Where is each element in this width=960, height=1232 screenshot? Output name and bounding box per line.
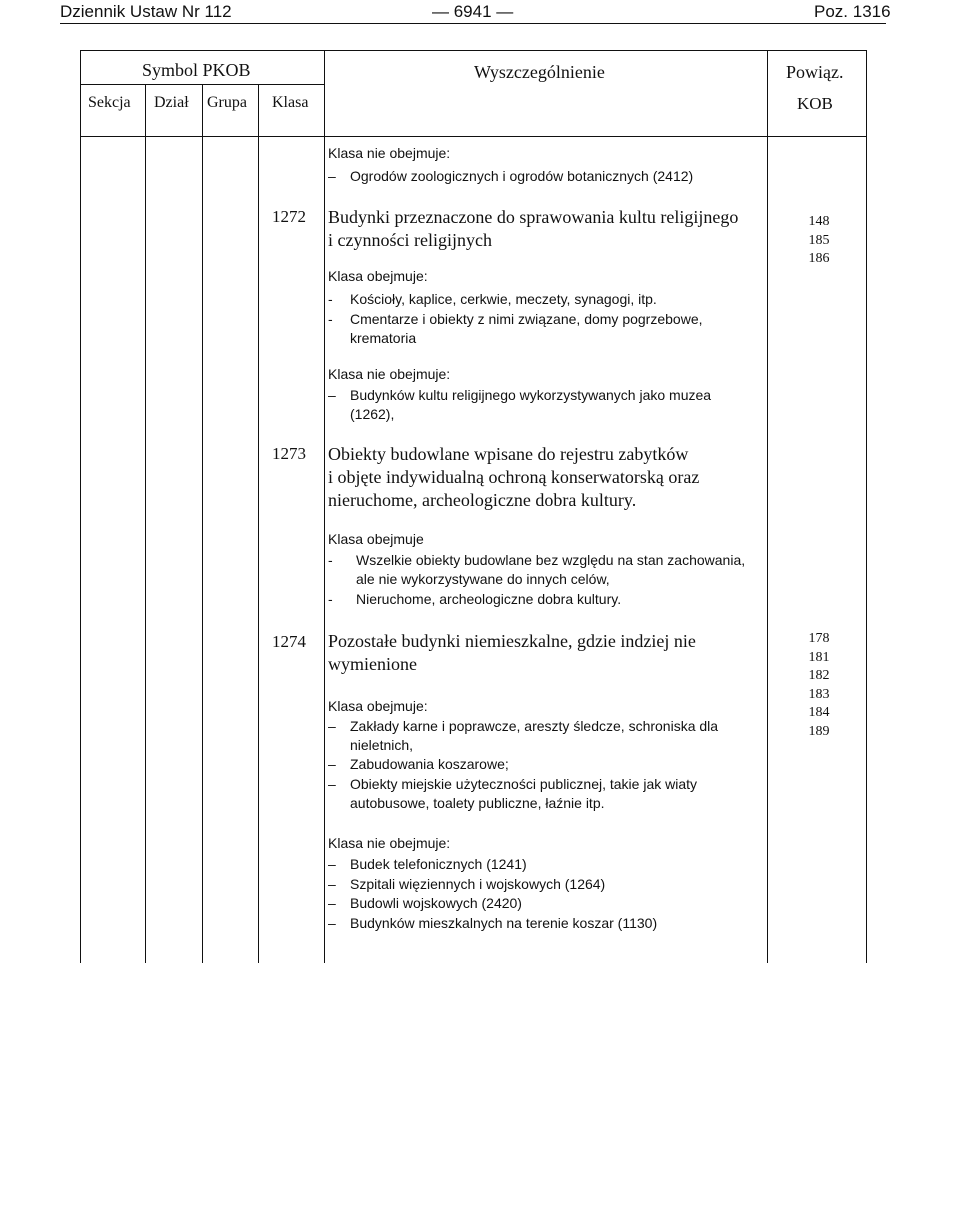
list-dash: – [328, 387, 336, 403]
kob-code: 184 [808, 705, 830, 720]
list-dash: – [328, 856, 336, 872]
header-bottom-border [80, 136, 866, 137]
klasa-code-1274: 1274 [272, 632, 306, 651]
klasa-code-1273: 1273 [272, 444, 306, 463]
list-item [328, 551, 745, 589]
kob-codes-1274 [800, 630, 838, 741]
list-item-text: Budynków mieszkalnych na terenie koszar (1130) [350, 915, 658, 931]
kob-code: 148 [808, 214, 830, 229]
kob-code: 189 [808, 723, 830, 739]
list-item-text: Budek telefonicznych (1241) [350, 856, 527, 872]
list-dash: - [328, 552, 333, 568]
list-dash: – [328, 776, 336, 792]
list-dash: – [328, 895, 336, 911]
kob-code: 182 [808, 668, 830, 683]
title-1273 [328, 443, 699, 512]
header-kob: KOB [797, 94, 833, 113]
kob-code: 183 [808, 686, 830, 702]
list-item [328, 914, 657, 933]
carryover-item [328, 167, 693, 186]
list-item-text: Wszelkie obiekty budowlane bez względu na stan zachowania, [356, 552, 746, 568]
nie-obejmuje-heading-1274: Klasa nie obejmuje: [328, 835, 451, 851]
list-item [328, 875, 605, 894]
list-dash: – [328, 876, 336, 892]
col-divider-grupa [202, 84, 203, 963]
title-line: Budynki przeznaczone do sprawowania kultu religijnego [328, 207, 739, 227]
title-line: Pozostałe budynki niemieszkalne, gdzie indziej nie [328, 631, 696, 651]
col-divider-klasa [258, 84, 259, 963]
list-item-text: Cmentarze i obiekty z nimi związane, domy pogrzebowe, [350, 311, 703, 327]
list-item-text: Nieruchome, archeologiczne dobra kultury. [356, 591, 622, 607]
header-klasa: Klasa [272, 94, 309, 111]
kob-code: 178 [808, 631, 830, 646]
list-item-text: Ogrodów zoologicznych i ogrodów botanicznych (2412) [350, 168, 694, 184]
list-dash: - [328, 291, 333, 307]
title-1274 [328, 630, 696, 676]
list-item [328, 775, 697, 813]
header-sekcja: Sekcja [88, 94, 131, 111]
list-item-text: autobusowe, toalety publiczne, łaźnie itp. [350, 795, 605, 811]
klasa-code-1272: 1272 [272, 207, 306, 226]
list-item [328, 755, 509, 774]
list-item-text: (1262), [350, 406, 395, 422]
list-item-text: Budynków kultu religijnego wykorzystywanych jako muzea [350, 387, 712, 403]
table-top-border [80, 50, 866, 51]
list-item [328, 290, 657, 309]
title-line: nieruchome, archeologiczne dobra kultury. [328, 490, 637, 510]
nie-obejmuje-heading-1272: Klasa nie obejmuje: [328, 366, 451, 382]
kob-code: 185 [808, 232, 830, 248]
col-divider-dzial [145, 84, 146, 963]
obejmuje-heading-1273: Klasa obejmuje [328, 531, 424, 547]
col-divider-wyszczegolnienie [324, 50, 325, 963]
list-item-text: nieletnich, [350, 737, 414, 753]
list-item-text: Zakłady karne i poprawcze, areszty śledcze, schroniska dla [350, 718, 719, 734]
kob-code: 181 [808, 649, 830, 665]
list-dash: - [328, 591, 333, 607]
header-grupa: Grupa [207, 94, 247, 111]
title-line: i objęte indywidualną ochroną konserwatorską oraz [328, 467, 700, 487]
list-dash: – [328, 718, 336, 734]
list-item [328, 855, 527, 874]
header-wyszczegolnienie: Wyszczególnienie [474, 62, 605, 82]
title-line: wymienione [328, 654, 417, 674]
list-item [328, 590, 621, 609]
list-dash: – [328, 915, 336, 931]
header-powiaz: Powiąz. [786, 62, 844, 82]
title-line: Obiekty budowlane wpisane do rejestru zabytków [328, 444, 689, 464]
list-dash: – [328, 168, 336, 184]
list-item-text: Zabudowania koszarowe; [350, 756, 509, 772]
obejmuje-heading-1274: Klasa obejmuje: [328, 698, 428, 714]
list-item-text: Obiekty miejskie użyteczności publicznej, takie jak wiaty [350, 776, 698, 792]
list-item [328, 310, 703, 348]
header-symbol-pkob: Symbol PKOB [142, 60, 251, 80]
list-item-text: ale nie wykorzystywane do innych celów, [356, 571, 610, 587]
list-item-text: Budowli wojskowych (2420) [350, 895, 522, 911]
table-right-border [866, 50, 867, 963]
carryover-heading: Klasa nie obejmuje: [328, 145, 451, 161]
list-item-text: Szpitali więziennych i wojskowych (1264) [350, 876, 606, 892]
kob-code: 186 [808, 251, 830, 266]
title-1272 [328, 206, 738, 252]
position-number: Poz. 1316 [814, 2, 891, 21]
list-item [328, 717, 718, 755]
table-left-border [80, 50, 81, 963]
list-item [328, 386, 711, 424]
kob-codes-1272 [800, 213, 838, 269]
page-number: — 6941 — [432, 2, 514, 21]
title-line: i czynności religijnych [328, 230, 492, 250]
list-dash: - [328, 311, 333, 327]
header-dzial: Dział [154, 94, 189, 111]
obejmuje-heading-1272: Klasa obejmuje: [328, 268, 428, 284]
list-item-text: krematoria [350, 330, 417, 346]
list-dash: – [328, 756, 336, 772]
journal-title: Dziennik Ustaw Nr 112 [60, 2, 232, 21]
header-rule [60, 23, 886, 24]
list-item [328, 894, 522, 913]
list-item-text: Kościoły, kaplice, cerkwie, meczety, synagogi, itp. [350, 291, 657, 307]
col-divider-kob [767, 50, 768, 963]
